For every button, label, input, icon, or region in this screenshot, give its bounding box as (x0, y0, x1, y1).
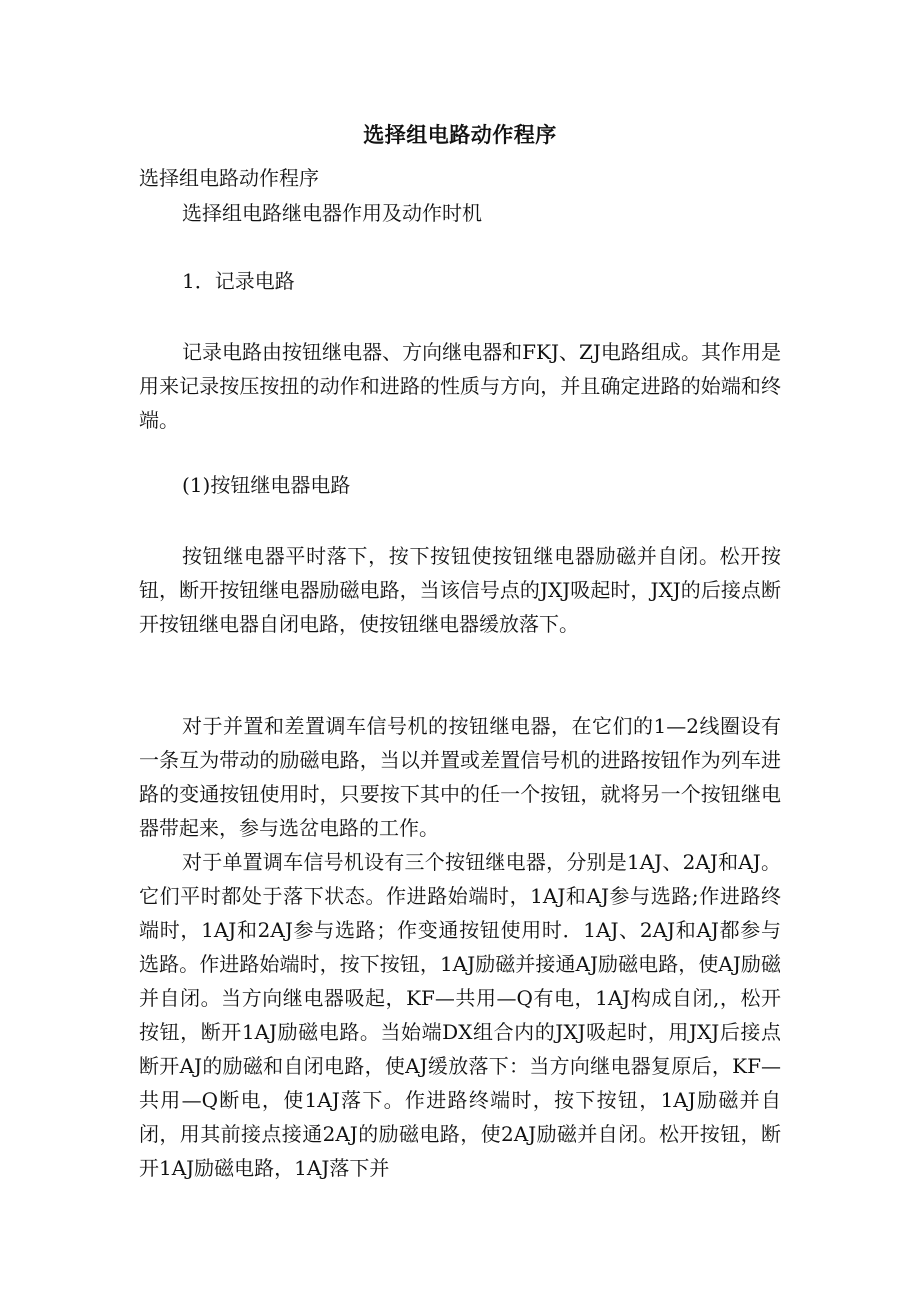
document-subtitle: 选择组电路动作程序 (139, 166, 319, 190)
document-title: 选择组电路动作程序 (363, 122, 557, 147)
paragraph-parallel-signal-relay: 对于并置和差置调车信号机的按钮继电器，在它们的1—2线圈设有一条互为带动的励磁电路，当以并置或差置信号机的进路按钮作为列车进路的变通按钮使用时，只要按下其中的任一个按钮，就将另一个按钮继电器带起来，参与选岔电路的工作。 (139, 714, 781, 840)
paragraph-record-circuit: 记录电路由按钮继电器、方向继电器和FKJ、ZJ电路组成。其作用是用来记录按压按扭的动作和进路的性质与方向，并且确定进路的始端和终端。 (139, 340, 781, 432)
paragraph-single-signal-relay: 对于单置调车信号机设有三个按钮继电器，分别是1AJ、2AJ和AJ。它们平时都处于落下状态。作进路始端时，1AJ和AJ参与选路;作进路终端时，1AJ和2AJ参与选路；作变通按钮使用时．1AJ、2AJ和AJ都参与选路。作进路始端时，按下按钮，1AJ励磁并接通AJ励磁电路，使AJ励磁并自闭。当方向继电器吸起，KF—共用—Q有电，1AJ构成自闭,，松开按钮，断开1AJ励磁电路。当始端DX组合内的JXJ吸起时，用JXJ后接点断开AJ的励磁和自闭电路，使AJ缓放落下：当方向继电器复原后，KF—共用—Q断电，使1AJ落下。作进路终端时，按下按钮，1AJ励磁并自闭，用其前接点接通2AJ的励磁电路，使2AJ励磁并自闭。松开按钮，断开1AJ励磁电路，1AJ落下并 (139, 850, 781, 1180)
section-intro-heading: 选择组电路继电器作用及动作时机 (182, 201, 482, 225)
section-heading-record-circuit: 1．记录电路 (182, 269, 295, 293)
paragraph-button-relay: 按钮继电器平时落下，按下按钮使按钮继电器励磁并自闭。松开按钮，断开按钮继电器励磁电路，当该信号点的JXJ吸起时，JXJ的后接点断开按钮继电器自闭电路，使按钮继电器缓放落下。 (139, 544, 781, 636)
subsection-heading-button-relay: (1)按钮继电器电路 (182, 473, 351, 497)
